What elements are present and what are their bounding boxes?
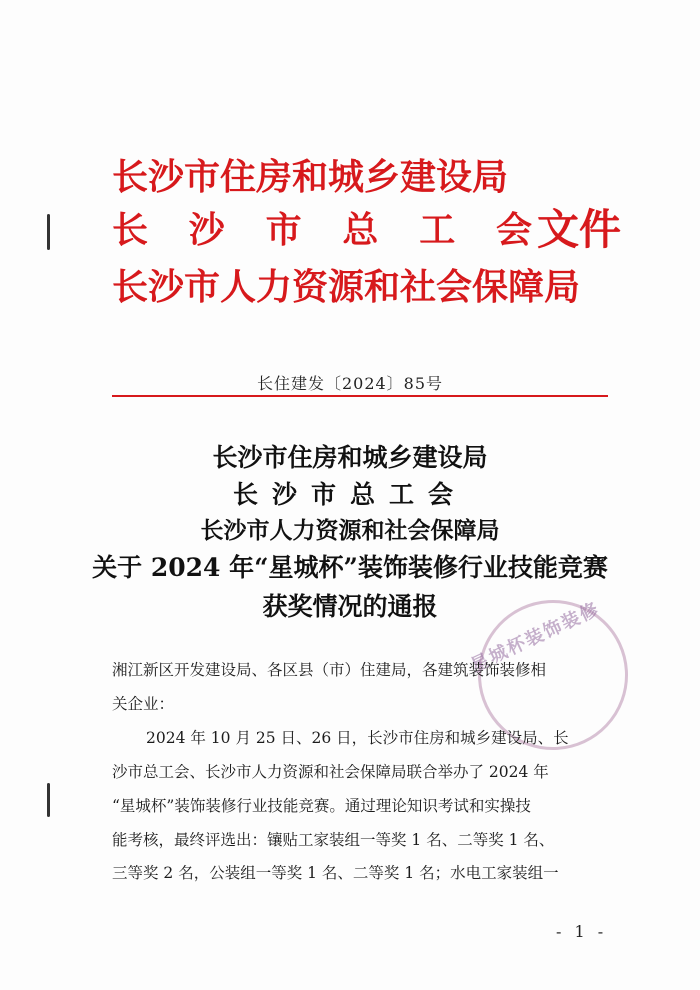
header-org-federation-char: 总 bbox=[342, 210, 379, 251]
title-line-5: 获奖情况的通报 bbox=[262, 592, 438, 621]
body-line: 沙市总工会、长沙市人力资源和社会保障局联合举办了 2024 年 bbox=[112, 763, 549, 781]
title-line-2: 长沙市总工会 bbox=[232, 480, 467, 509]
body-line: “星城杯”装饰装修行业技能竞赛。通过理论知识考试和实操技 bbox=[112, 797, 531, 815]
seal-text: 星城杯装饰装修 bbox=[467, 598, 604, 677]
body-line: 湘江新区开发建设局、各区县（市）住建局，各建筑装饰装修相 bbox=[112, 661, 547, 679]
body-line: 三等奖 2 名，公装组一等奖 1 名、二等奖 1 名；水电工家装组一 bbox=[112, 864, 559, 882]
header-org-hr: 长沙市人力资源和社会保障局 bbox=[112, 267, 581, 308]
header-org-federation-char: 工 bbox=[419, 210, 456, 251]
binding-mark-top bbox=[47, 214, 50, 250]
title-line-4: 关于 2024 年“星城杯”装饰装修行业技能竞赛 bbox=[92, 553, 608, 582]
body-line: 能考核，最终评选出：镶贴工家装组一等奖 1 名、二等奖 1 名、 bbox=[112, 831, 555, 849]
header-org-federation-char: 市 bbox=[265, 210, 302, 251]
page-number: - 1 - bbox=[556, 922, 608, 941]
title-line-1: 长沙市住房和城乡建设局 bbox=[212, 443, 488, 472]
body-line: 关企业： bbox=[112, 695, 175, 713]
red-divider-rule bbox=[112, 395, 608, 397]
document-number: 长住建发〔2024〕85号 bbox=[256, 374, 444, 393]
title-line-3: 长沙市人力资源和社会保障局 bbox=[200, 517, 500, 544]
header-org-housing: 长沙市住房和城乡建设局 bbox=[112, 157, 509, 198]
header-org-federation bbox=[112, 210, 532, 251]
binding-mark-bottom bbox=[47, 783, 50, 817]
header-org-federation-char: 会 bbox=[495, 210, 532, 251]
body-line: 2024 年 10 月 25 日、26 日，长沙市住房和城乡建设局、长 bbox=[146, 729, 569, 747]
header-file-label: 文件 bbox=[537, 205, 622, 254]
header-org-federation-char: 沙 bbox=[188, 210, 225, 251]
header-org-federation-char: 长 bbox=[112, 210, 149, 251]
